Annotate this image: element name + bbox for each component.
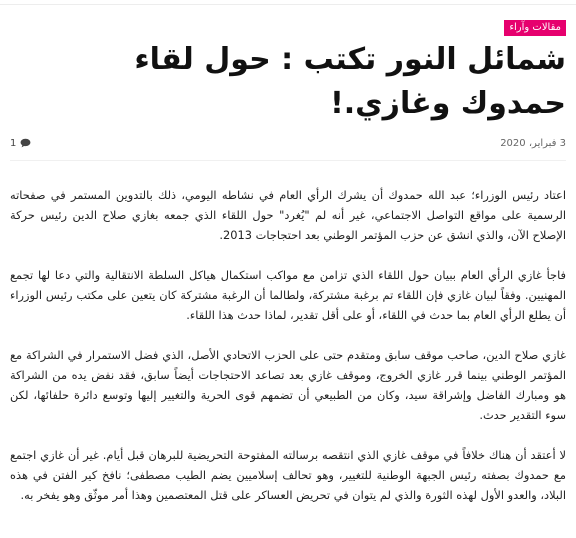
article-paragraph: فاجأ غازي الرأي العام ببيان حول اللقاء الذي تزامن مع مواكب استكمال هياكل السلطة الانتقالية والتي دعا لها تجمع المهنيين. وفقاً لبيان غازي فإن اللقاء تم برغبة مشتركة، ولطالما أن الرغبة مشتركة كان يتعين على مكتب رئيس الوزراء أن يطلع الرأي العام بما حدث في اللقاء، أو على أقل تقدير، لماذا حدث هذا اللقاء. — [10, 268, 566, 322]
comment-bubble-icon — [20, 138, 31, 148]
publish-date: 3 فبراير، 2020 — [500, 138, 566, 149]
article-title: شمائل النور تكتب : حول لقاء حمدوك وغازي.! — [134, 42, 566, 121]
article-meta — [10, 137, 566, 153]
article-paragraph: لا أعتقد أن هناك خلافاً في موقف غازي الذي انتقصه برسالته المفتوحة التحريضية للبرهان قبل أيام. غير أن غازي اجتمع مع حمدوك بصفته رئيس الجبهة الوطنية للتغيير، وهو تحالف إسلاميين يضم الطيب مصطفى؛ نافخ كير الفتن في هذه البلاد، والعدو الأول لهذه الثورة والذي لم يتوان في تحريض العساكر على قتل المعتصمين وهذا أمر موثّق وهو يفخر به. — [10, 448, 566, 502]
article-paragraph: غازي صلاح الدين، صاحب موقف سابق ومتقدم حتى على الحزب الاتحادي الأصل، الذي فضل الاستمرار في الشراكة مع المؤتمر الوطني بينما قرر غازي الخروج، وموقف غازي بعد تصاعد الاحتجاجات أيضاً سابق، فقد نفض يده من الشراكة هو ومبارك الفاضل وإشراقة سيد، وكان من الطبيعي أن تضمهم قوى الحرية والتغيير إليها وتوسع دائرة حلفائها، لكن سوء التقدير حدث. — [10, 348, 566, 422]
comment-count: 1 — [10, 138, 17, 149]
meta-divider — [10, 160, 566, 161]
top-divider — [0, 0, 576, 5]
comments-link[interactable] — [10, 137, 33, 151]
category-badge[interactable]: مقالات وآراء — [504, 20, 566, 36]
article-paragraph: اعتاد رئيس الوزراء؛ عبد الله حمدوك أن يشرك الرأي العام في نشاطه اليومي، ذلك بالتدوين المستمر في صفحاته الرسمية على مواقع التواصل الاجتماعي، غير أنه لم "يُغرد" حول اللقاء الذي جمعه بغازي صلاح الدين رئيس حركة الإصلاح الآن، والذي انشق عن حزب المؤتمر الوطني بعد احتجاجات 2013. — [10, 188, 566, 242]
article-body — [10, 185, 566, 525]
